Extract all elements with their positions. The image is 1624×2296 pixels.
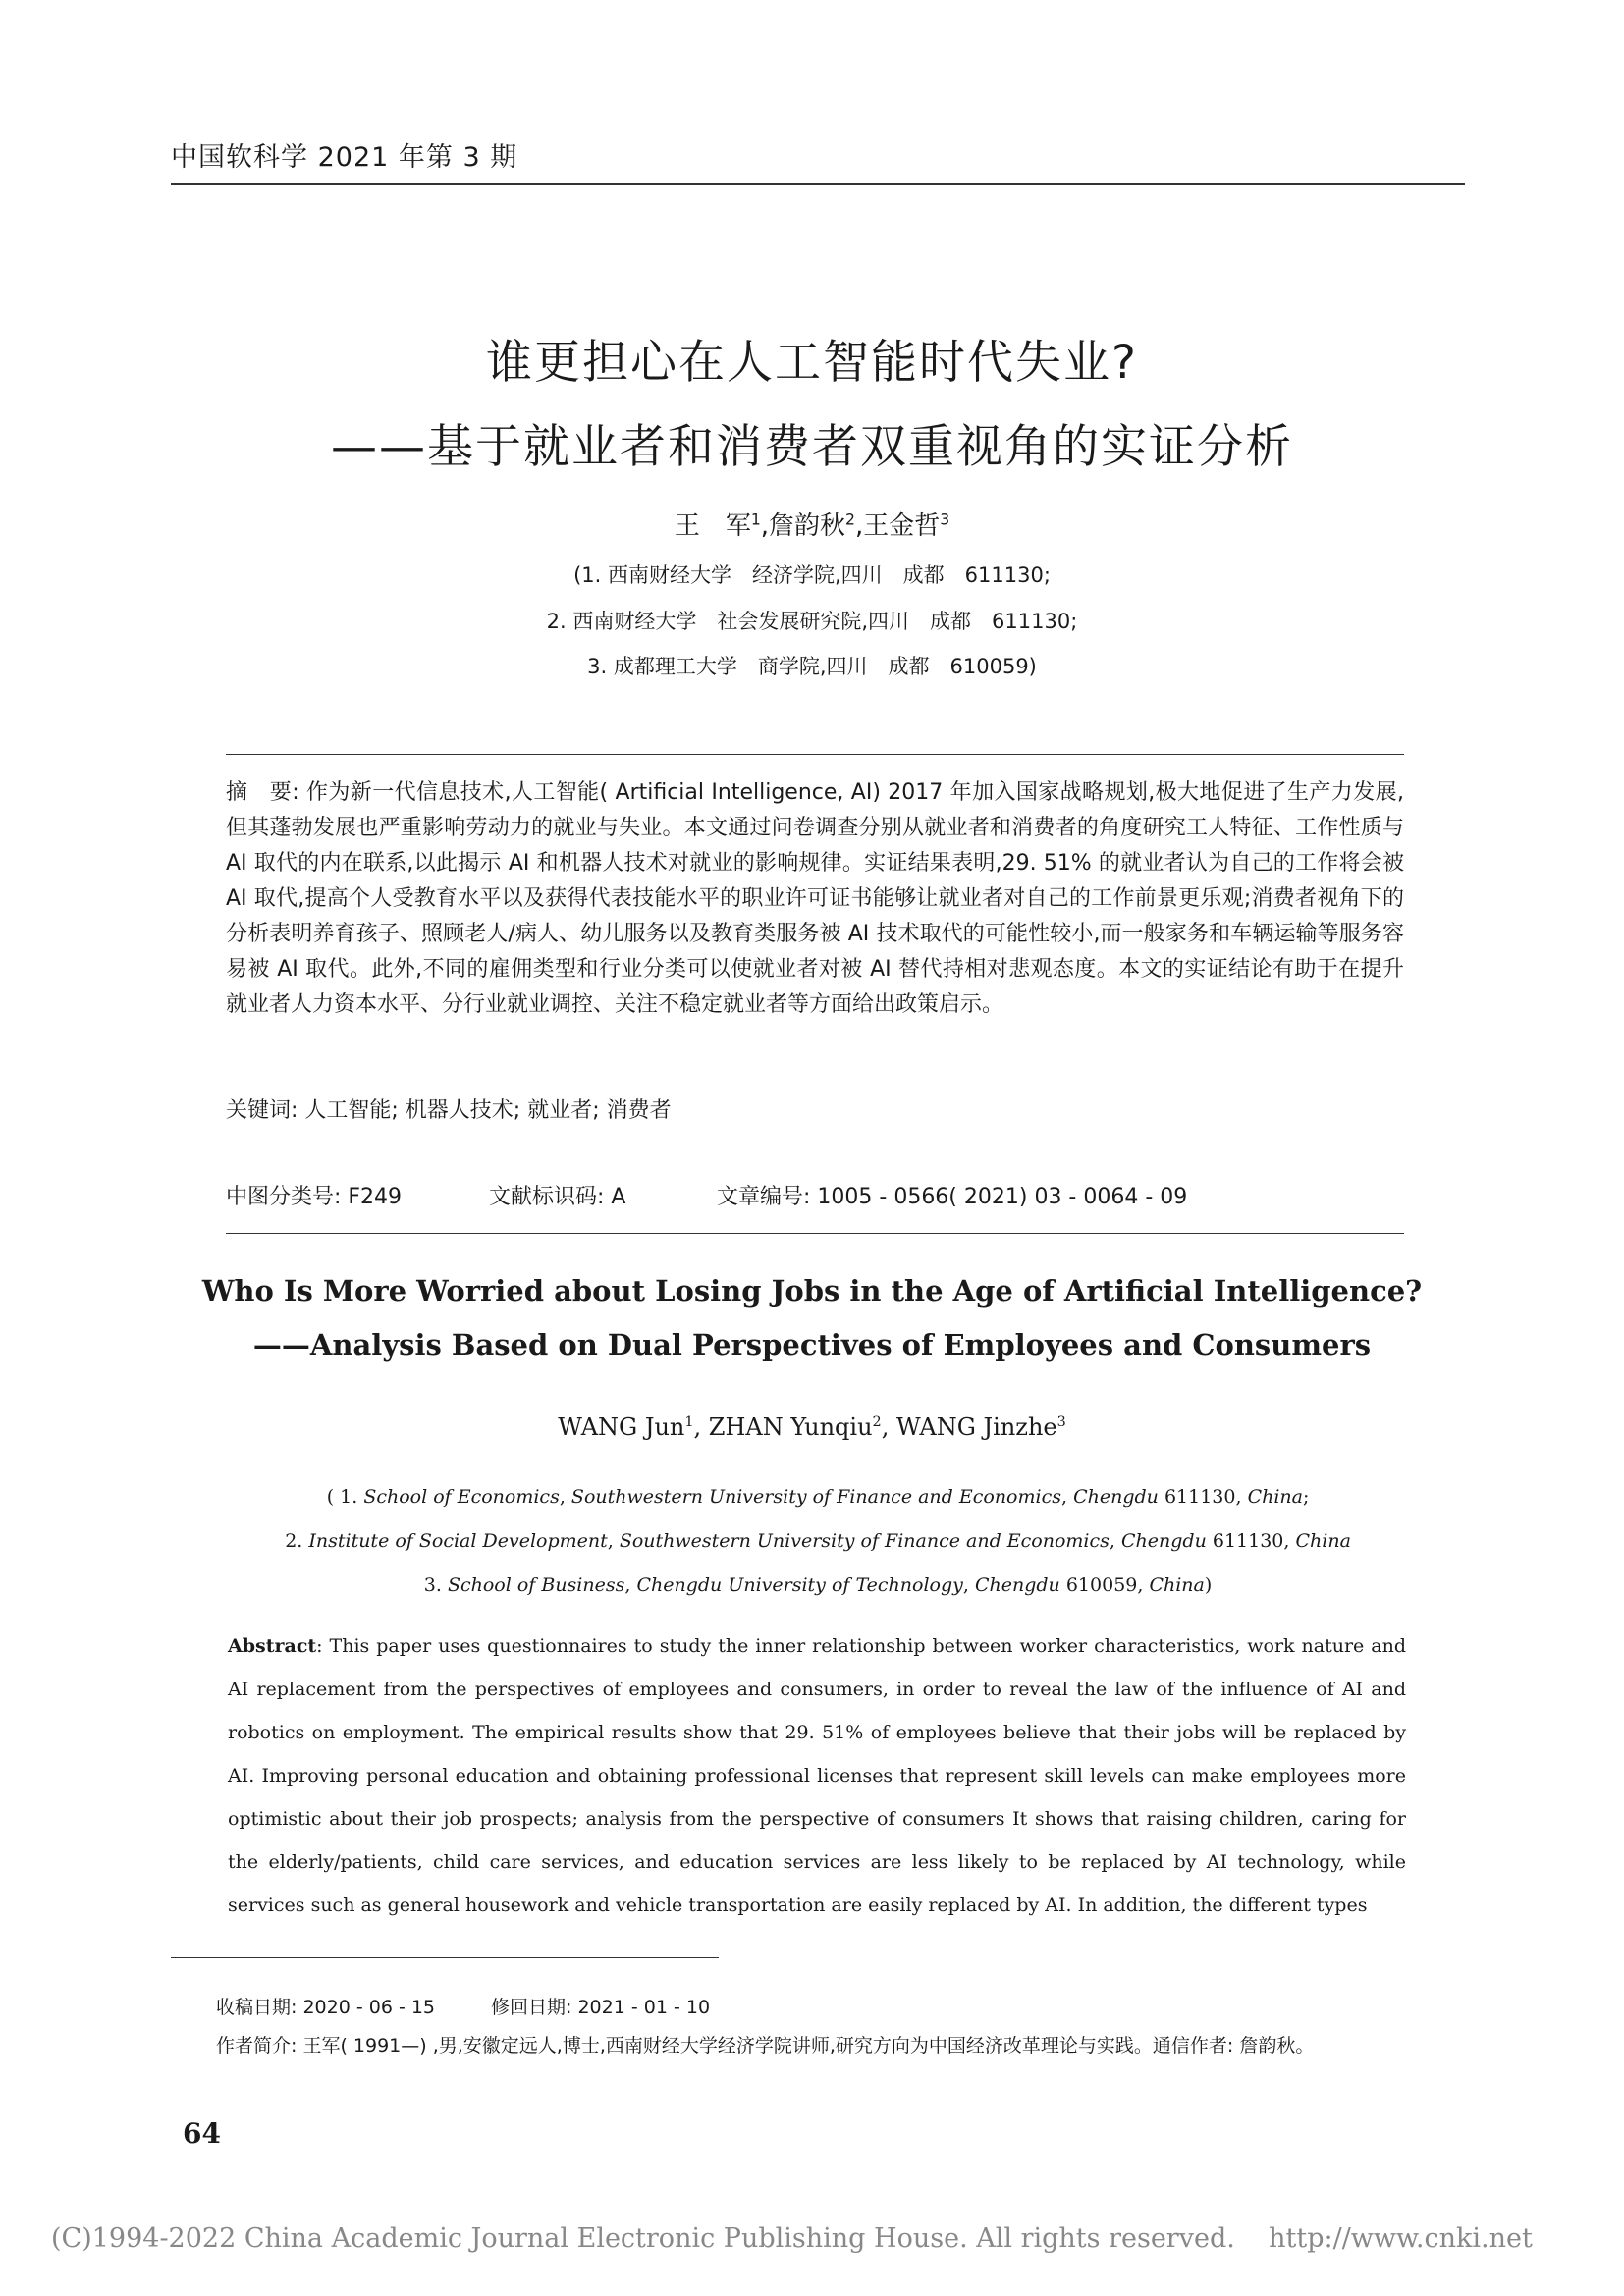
- article-number: 文章编号: 1005 - 0566( 2021) 03 - 0064 - 09: [717, 1185, 1188, 1209]
- aff-en-3-pre: 3.: [423, 1575, 448, 1596]
- aff-en-1-country: China: [1247, 1486, 1303, 1508]
- aff-en-2-mid2: ,: [1109, 1530, 1121, 1552]
- aff-en-1-mid: ,: [559, 1486, 571, 1508]
- copyright-footer: (C)1994-2022 China Academic Journal Electronic Publishing House. All rights reserved. http://www.cnki.net: [51, 2223, 1533, 2254]
- aff-en-1-post: 611130,: [1158, 1486, 1248, 1508]
- aff-en-2-country: China: [1295, 1530, 1351, 1552]
- abstract-en: [228, 1625, 1406, 1927]
- aff-en-2-post: 611130,: [1206, 1530, 1296, 1552]
- aff-en-1-school: School of Economics: [363, 1486, 560, 1508]
- aff-en-1-university: Southwestern University of Finance and Economics: [570, 1486, 1061, 1508]
- abstract-cn-label: 摘 要:: [226, 780, 299, 805]
- doc-code: 文献标识码: A: [489, 1185, 626, 1209]
- aff-en-1-mid2: ,: [1060, 1486, 1074, 1508]
- aff-en-2-university: Southwestern University of Finance and Economics: [619, 1530, 1110, 1552]
- aff-en-1-city: Chengdu: [1073, 1486, 1159, 1508]
- running-head: 中国软科学 2021 年第 3 期: [171, 142, 518, 173]
- author-en-1-sup: 1: [684, 1415, 694, 1430]
- author-cn-3-sup: 3: [940, 510, 950, 529]
- aff-en-3-school: School of Business: [447, 1575, 625, 1596]
- author-cn-3: ,王金哲: [854, 511, 941, 541]
- affiliation-en-3: [0, 1553, 1624, 1596]
- footnote-author-bio: 作者简介: 王军( 1991—) ,男,安徽定远人,博士,西南财经大学经济学院讲师,研究方向为中国经济改革理论与实践。通信作者: 詹韵秋。: [216, 2035, 1315, 2056]
- aff-en-2-city: Chengdu: [1121, 1530, 1207, 1552]
- aff-en-3-mid2: ,: [962, 1575, 975, 1596]
- title-en-line2: ——Analysis Based on Dual Perspectives of Employees and Consumers: [252, 1328, 1372, 1362]
- footnote-rule: [171, 1957, 719, 1958]
- abstract-en-label: Abstract: [228, 1635, 317, 1657]
- author-en-2: , ZHAN Yunqiu: [693, 1414, 873, 1441]
- footnote-dates: 收稿日期: 2020 - 06 - 15 修回日期: 2021 - 01 - 10: [216, 1997, 711, 2018]
- author-en-3-sup: 3: [1056, 1415, 1066, 1430]
- abstract-en-text: : This paper uses questionnaires to study the inner relationship between worker characteristics, work nature and AI replacement from the perspectives of employees and consumers, in order to reveal the law of the influence of AI and robotics on employment. The empirical results show that 29. 51% of employees believe that their jobs will be replaced by AI. Improving personal education and obtaining professional licenses that represent skill levels can make employees more optimistic about their job prospects; analysis from the perspective of consumers It shows that raising children, caring for the elderly/patients, child care services, and education services are less likely to be replaced by AI technology, while services such as general housework and vehicle transportation are easily replaced by AI. In addition, the different types: [228, 1635, 1406, 1916]
- abstract-cn-text: 作为新一代信息技术,人工智能( Artificial Intelligence, AI) 2017 年加入国家战略规划,极大地促进了生产力发展,但其蓬勃发展也严重影响劳动力的就业与失业。本文通过问卷调查分别从就业者和消费者的角度研究工人特征、工作性质与 AI 取代的内在联系,以此揭示 AI 和机器人技术对就业的影响规律。实证结果表明,29. 51% 的就业者认为自己的工作将会被 AI 取代,提高个人受教育水平以及获得代表技能水平的职业许可证书能够让就业者对自己的工作前景更乐观;消费者视角下的分析表明养育孩子、照顾老人/病人、幼儿服务以及教育类服务被 AI 技术取代的可能性较小,而一般家务和车辆运输等服务容易被 AI 取代。此外,不同的雇佣类型和行业分类可以使就业者对被 AI 替代持相对悲观态度。本文的实证结论有助于在提升就业者人力资本水平、分行业就业调控、关注不稳定就业者等方面给出政策启示。: [226, 780, 1404, 1017]
- aff-en-3-post: 610059,: [1059, 1575, 1150, 1596]
- abstract-bottom-rule: [226, 1233, 1404, 1234]
- abstract-cn: [226, 775, 1404, 1023]
- keywords-cn: 关键词: 人工智能; 机器人技术; 就业者; 消费者: [226, 1098, 672, 1123]
- author-en-2-sup: 2: [872, 1415, 882, 1430]
- author-en-3: , WANG Jinzhe: [881, 1414, 1057, 1441]
- aff-en-1-end: ;: [1302, 1486, 1310, 1508]
- author-cn-2: ,詹韵秋: [760, 511, 846, 541]
- page-number: 64: [183, 2117, 221, 2150]
- affiliation-cn-3: 3. 成都理工大学 商学院,四川 成都 610059): [587, 655, 1037, 678]
- aff-en-2-pre: 2.: [285, 1530, 309, 1552]
- authors-en: [0, 1414, 1624, 1441]
- aff-en-2-mid: ,: [607, 1530, 620, 1552]
- author-cn-1: 王 军: [674, 511, 751, 541]
- aff-en-3-country: China: [1149, 1575, 1205, 1596]
- abstract-top-rule: [226, 754, 1404, 755]
- aff-en-1-pre: ( 1.: [326, 1486, 364, 1508]
- clc-number: 中图分类号: F249: [226, 1185, 403, 1209]
- authors-cn: [0, 506, 1624, 542]
- author-en-1: WANG Jun: [558, 1414, 685, 1441]
- affiliation-en-2: [0, 1509, 1624, 1552]
- title-cn-line1: 谁更担心在人工智能时代失业?: [486, 336, 1138, 390]
- title-cn-line2: ——基于就业者和消费者双重视角的实证分析: [331, 420, 1293, 474]
- affiliation-cn-1: (1. 西南财经大学 经济学院,四川 成都 611130;: [573, 563, 1051, 587]
- affiliation-en-1: [0, 1465, 1624, 1508]
- aff-en-2-school: Institute of Social Development: [308, 1530, 608, 1552]
- aff-en-3-mid: ,: [624, 1575, 637, 1596]
- aff-en-3-city: Chengdu: [974, 1575, 1060, 1596]
- header-rule: [171, 183, 1465, 185]
- affiliation-cn-2: 2. 西南财经大学 社会发展研究院,四川 成都 611130;: [546, 610, 1078, 633]
- author-cn-2-sup: 2: [845, 510, 855, 529]
- aff-en-3-end: ): [1204, 1575, 1213, 1596]
- author-cn-1-sup: 1: [750, 510, 761, 529]
- aff-en-3-university: Chengdu University of Technology: [636, 1575, 963, 1596]
- title-en-line1: Who Is More Worried about Losing Jobs in the Age of Artificial Intelligence?: [201, 1274, 1423, 1308]
